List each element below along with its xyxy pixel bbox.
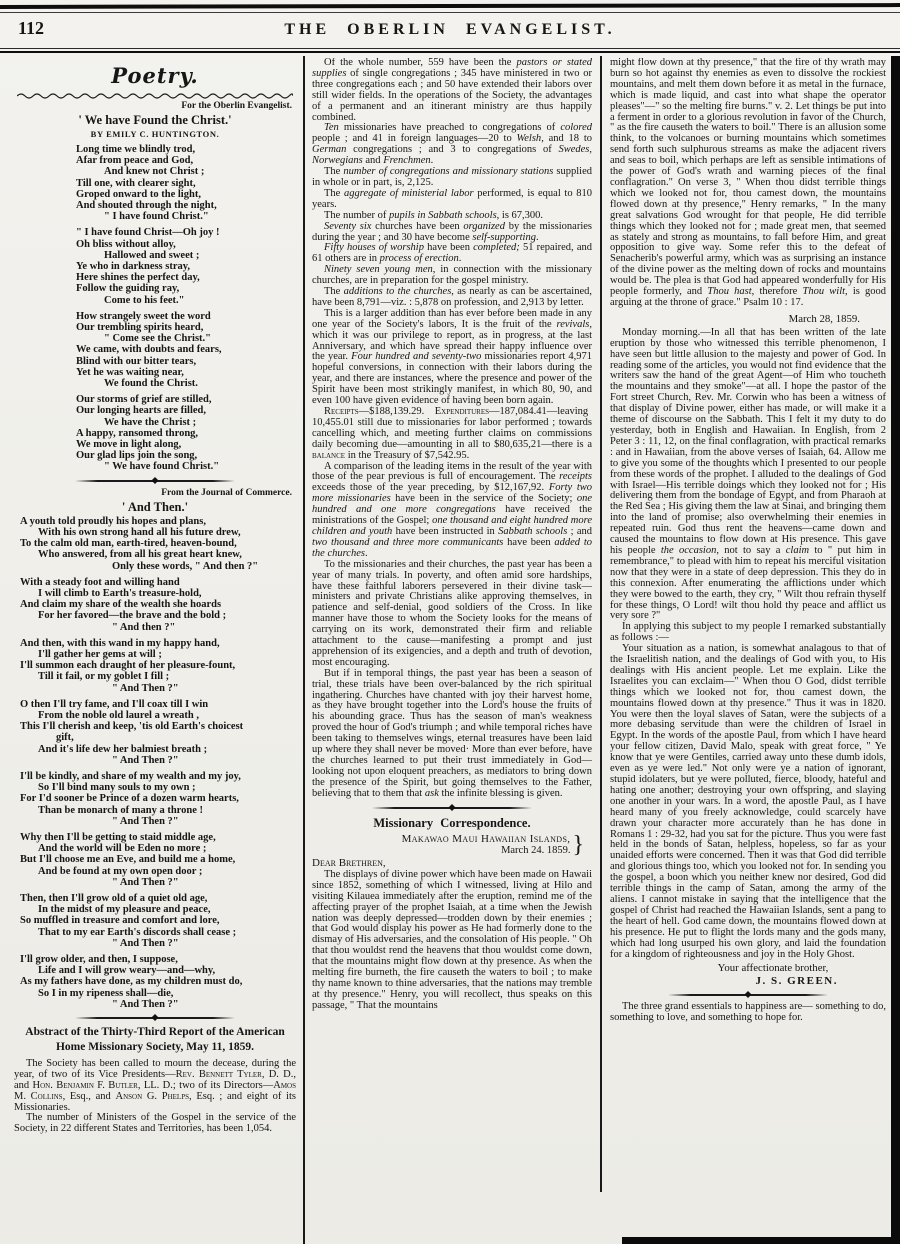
paragraph: Fifty houses of worship have been completed; 51 repaired, and 61 others are in process of erection. bbox=[312, 242, 592, 265]
poem-line: We came, with doubts and fears, bbox=[76, 344, 222, 356]
top-rule-thin bbox=[0, 12, 900, 13]
poem-line: " And Then ?" bbox=[112, 998, 179, 1010]
paragraph: Ten missionaries have preached to congregations of colored people ; and 41 in foreign languages—20 to Welsh, and 18 to German congregations ; and 3 to congregations of Swedes, Norwegians and Frenchmen. bbox=[312, 122, 592, 167]
paragraph: The Society has been called to mourn the decease, during the year, of two of its Vice Presidents—Rev. Bennett Tyler, D. D., and Hon. Benjamin F. Butler, LL. D.; two of its Directors—Amos M. Collins, Esq., and Anson G. Phelps, Esq. ; and eight of its Missionaries. bbox=[14, 1057, 296, 1113]
poem-line: We have the Christ ; bbox=[104, 416, 197, 428]
poem-line: Only these words, " And then ?" bbox=[112, 560, 259, 572]
poem-line: We found the Christ. bbox=[104, 378, 198, 390]
poem-line: Yet he was waiting near, bbox=[76, 366, 184, 378]
ornamental-divider bbox=[75, 1017, 235, 1019]
poem-line: For I'd sooner be Prince of a dozen warm hearts, bbox=[20, 793, 239, 805]
poem-line: " I have found Christ." bbox=[104, 211, 209, 223]
top-rule-thick bbox=[0, 3, 900, 9]
poem-line: A youth told proudly his hopes and plans, bbox=[20, 515, 206, 527]
poem-line: I'll be kindly, and share of my wealth and my joy, bbox=[20, 770, 241, 782]
poem-line: As my fathers have done, as my children must do, bbox=[20, 976, 243, 988]
poem-line: We move in light along, bbox=[76, 439, 182, 451]
poem-line: Oh bliss without alloy, bbox=[76, 238, 176, 250]
article-heading-ahms-report: Abstract of the Thirty-Third Report of the American Home Missionary Society, May 11, 1859. bbox=[25, 1026, 285, 1053]
masthead: THE OBERLIN EVANGELIST. bbox=[284, 21, 616, 38]
header-rule-thick bbox=[0, 51, 900, 53]
paragraph: This is a larger addition than has ever before been made in any one year of the Society's labors, It is the fruit of the revivals, which it was our privilege to report, as in progress, at the last Anniversary, and which have spread their happy influence over the year. Four hundred and seventy-two missionaries report 4,971 hopeful conversions, in connection with their labors during the year, and there are instances, where the presence and power of the Spirit have been most strikingly manifest, in which 80, 90, and even 100 have given evidence of having been born again. bbox=[312, 307, 592, 407]
ornamental-divider bbox=[372, 807, 532, 809]
column-1 bbox=[14, 58, 296, 1240]
poem-line: I'll grow older, and then, I suppose, bbox=[20, 954, 178, 965]
poem-line: gift, bbox=[56, 732, 74, 744]
poem-line: Blind with our bitter tears, bbox=[76, 355, 197, 367]
poem-line: " And Then ?" bbox=[112, 876, 179, 888]
report-paragraphs bbox=[14, 1059, 296, 1135]
poem-line: Afar from peace and God, bbox=[76, 155, 194, 167]
salutation: Dear Brethren, bbox=[312, 856, 386, 869]
paragraph: The number of Ministers of the Gospel in the service of the Society, in 22 different States and Territories, has been 1,054. bbox=[14, 1112, 296, 1135]
header-rule-thin bbox=[0, 48, 900, 49]
poem-line: O then I'll try fame, and I'll coax till I win bbox=[20, 698, 209, 710]
poem-line: And it's life dew her balmiest breath ; bbox=[38, 743, 208, 755]
poem-line: Long time we blindly trod, bbox=[76, 144, 196, 155]
section-heading-poetry: Poetry. bbox=[111, 63, 199, 88]
poem-line: And the world will be Eden no more ; bbox=[38, 843, 207, 855]
poem-line: Groped onward to the light, bbox=[76, 188, 201, 200]
scan-edge-right bbox=[891, 56, 900, 1244]
article-heading-missionary-correspondence: Missionary Correspondence. bbox=[373, 815, 531, 830]
poem-line: " And Then ?" bbox=[112, 682, 179, 694]
paragraph: The number of pupils in Sabbath schools, is 67,300. bbox=[324, 209, 544, 221]
report-continued-paragraphs bbox=[312, 58, 592, 800]
paragraph: The displays of divine power which have been made on Hawaii since 1852, something of which I witnessed, living at Hilo and visiting Kilauea immediately after the eruption, remind me of the affecting prayer of the prophet Isaiah, at a time when the Jewish nation was deeply depressed—trodden down by their enemies ; that God would display his power as He had formerly done to the dismay of His adversaries, and the consolation of His people. " Oh that thou wouldst rend the heavens that thou wouldst come down, that the mountains might flow down at thy presence. As when the melting fire burneth, the fire causeth the waters to boil ; to make thy name known to thine adversaries, that the nations may tremble at thy presence." Henry, you will recollect, thus speaks on this passage, " That the mountains bbox=[312, 868, 592, 1011]
page-number: 112 bbox=[18, 18, 45, 38]
poem-line: Our trembling spirits heard, bbox=[76, 322, 204, 334]
poem-line: But I'll choose me an Eve, and build me a home, bbox=[20, 854, 236, 866]
poem-line: From the noble old laurel a wreath , bbox=[38, 709, 199, 721]
poem-line: And shouted through the night, bbox=[76, 200, 217, 212]
paragraph: might flow down at thy presence," that the fire of thy wrath may burn so hot against thy enemies as even to dissolve the rockiest mountains, and melt them down before it as metal in the furnace, which is made liquid, and cast into what shape the operator pleases"—" so the melting fire burns." v. 2. Let things be put into a ferment in order to a glorious revolution in favor of the Church, " as the fire causeth the waters to boil." There is an allusion some think, to the volcanoes or burning mountains which sometimes send forth such sulphurous streams as make the adjacent rivers and seas to boil, which perhaps are left as sensible intimations of the power of God's wrath and warning pieces of the final conflagration." On verse 3, " When thou didst terrible things which we looked not for, thou camest down, the mountains flowed down at thy presence," Henry remarks, " In the many great salvations God wrought for that people, He did terrible things which they looked not for ; made great men, that seemed as stately and strong as mountains, to fall before Him, and great opposition to give way. Some refer this to the defeat of Senacherib's powerful army, which was as surprising an instance of the divine power as the melting down of rocks and mountains would be. The plea is that God had appeared wonderfully for His people formerly, and Thou hast, therefore Thou wilt, is good arguing at the throne of grace." Psalm 10 : 17. bbox=[610, 58, 886, 308]
poem-title-we-have-found-the-christ: ' We have Found the Christ.' bbox=[78, 113, 232, 127]
paragraph: The additions to the churches, as nearly as can be ascertained, have been 8,791—viz. : 5,878 on profession, and 2,913 by letter. bbox=[312, 286, 592, 308]
letter-closing: Your affectionate brother, bbox=[717, 962, 829, 975]
paragraph: Of the whole number, 559 have been the pastors or stated supplies of single congregations ; 345 have ministered in two or three congregations each ; and 50 have extended their labors over still wider fields. In the operations of the Society, the advantages of a permanent and an itinerant ministry are thus happily combined. bbox=[312, 58, 592, 123]
poem-line: And knew not Christ ; bbox=[104, 166, 205, 178]
column-rule-1 bbox=[303, 56, 305, 1244]
poem-title-and-then: ' And Then.' bbox=[121, 499, 189, 514]
wavy-rule bbox=[17, 91, 293, 99]
entry-date: March 28, 1859. bbox=[788, 312, 860, 325]
poem-line: With a steady foot and willing hand bbox=[20, 576, 180, 588]
poem-line: Who answered, from all his great heart knew, bbox=[38, 549, 242, 561]
poem-line: I'll summon each draught of her pleasure-fount, bbox=[20, 660, 236, 672]
poem-line: Come to his feet." bbox=[104, 294, 185, 306]
poem-line: To the calm old man, earth-tired, heaven-bound, bbox=[20, 538, 237, 550]
credit-line: For the Oberlin Evangelist. bbox=[181, 101, 292, 111]
poem-line: I will climb to Earth's treasure-hold, bbox=[38, 587, 202, 599]
poem-line: " I have found Christ—Oh joy ! bbox=[76, 227, 220, 239]
poem-line: For her favored—the brave and the bold ; bbox=[38, 610, 227, 622]
poem-line: And then, with this wand in my happy hand, bbox=[20, 637, 220, 649]
credit-line: From the Journal of Commerce. bbox=[161, 487, 292, 498]
poem-line: And claim my share of the wealth she hoards bbox=[20, 599, 222, 611]
paragraph: The number of congregations and missionary stations supplied in whole or in part, is, 2,125. bbox=[312, 166, 592, 188]
ornamental-divider bbox=[75, 480, 235, 482]
poem-line: Follow the guiding ray, bbox=[76, 283, 180, 295]
poem-line: How strangely sweet the word bbox=[76, 310, 211, 322]
column-3 bbox=[610, 58, 886, 1240]
poem-line: A happy, ransomed throng, bbox=[76, 427, 199, 439]
poem-line: Then, then I'll grow old of a quiet old age, bbox=[20, 892, 208, 904]
poem-line: Than be monarch of many a throne ! bbox=[38, 804, 204, 816]
poem-line: In the midst of my pleasure and peace, bbox=[38, 904, 211, 916]
letter-paragraphs bbox=[312, 870, 592, 1012]
poem-line: " We have found Christ." bbox=[104, 461, 220, 473]
filler-paragraphs bbox=[610, 1002, 886, 1024]
poem-line: " Come see the Christ." bbox=[104, 333, 212, 345]
poem-line: Here shines the perfect day, bbox=[76, 272, 200, 284]
dateline-place: Makawao Maui Hawaiian Islands, bbox=[401, 832, 571, 845]
paragraph: A comparison of the leading items in the result of the year with those of the pear previous is full of encouragement. The receipts exceeds those of the year preceding, by $12,167,92. Forty two more missionaries have been in the service of the Society; one hundred and one more congregations have received the ministrations of the Gospel; one thousand and eight hundred more children and youth have been instructed in Sabbath schools ; and two thousand and three more communicants have been added to the churches. bbox=[312, 460, 592, 559]
poem-line: " And Then ?" bbox=[112, 815, 179, 827]
letter-continued-paragraphs bbox=[610, 58, 886, 309]
poem-line: So I'll bind many souls to my own ; bbox=[38, 782, 196, 794]
poem-line: Our storms of grief are stilled, bbox=[76, 394, 212, 406]
poem-line: Our longing hearts are filled, bbox=[76, 405, 206, 417]
poem-line: Our glad lips join the song, bbox=[76, 450, 198, 462]
dateline-date: March 24. 1859. bbox=[501, 844, 571, 856]
dateline bbox=[312, 831, 584, 858]
paragraph: The three grand essentials to happiness are— something to do, something to love, and something to hope for. bbox=[610, 1001, 886, 1024]
poem-line: With his own strong hand all his future drew, bbox=[38, 526, 241, 538]
paragraph: In applying this subject to my people I remarked substantially as follows :— bbox=[610, 621, 886, 644]
poem-line: I'll gather her gems at will ; bbox=[38, 648, 162, 660]
paragraph: The aggregate of ministerial labor performed, is equal to 810 years. bbox=[312, 187, 592, 210]
paragraph: Monday morning.—In all that has been written of the late eruption by those who witnessed this terrible phenomenon, I have seen but little allusion to the majesty and power of God. In reading some of the articles, you would not find evidence that the writers saw the hand of the great Agent—of Him who toucheth the mountains and they smoke"—at all. I hope the pastor of the Fort street Church, Rev. Mr. Corwin who has been a witness of that display of Divine power, either has made, or will make it a theme of discourse on the Sabbath. This I felt it my duty to do yesterday, both in English and Hawaiian. In English, from 2 Peter 3 : 11, 12, on the final conflagration, with practical remarks : and in Hawaiian, from the above verses of Isaiah, 64. Allow me to give you some of the thoughts which I presented to our people from these words of the prophet. I alluded to the dealings of God with Israel—His terrible doings which they looked not for ; His delivering them from the bondage of Egypt, and from Pharaoh at the Red Sea ; His giving them the law at Sinai, and bringing them into the land of promise; also overwhelming their enemies in repeated ruin. God thus rent the heavens—came down and caused the mountains to flow down at His presence. This gave his people the occasion, not to say a claim to " put him in remembrance," to plead with him to repeat his merciful visitation now that they were in a state of deep depression. This they do in this connexion. After enumerating the afflictions under which they were bowed to the earth, they cry, " Wilt thou refrain thyself for these things, O Lord! wilt thou hold thy peace and afflict us very sore ?" bbox=[610, 326, 886, 622]
poem-line: " And Then ?" bbox=[112, 937, 179, 949]
poem-line: So muffled in treasure and comfort and lore, bbox=[20, 915, 220, 927]
column-rule-2 bbox=[600, 56, 602, 1192]
paragraph: Receipts—$188,139.29. Expenditures—187,084.41—leaving 10,455.01 still due to missionaries for labor performed ; towards cancelling which, and meeting further claims on commissions daily becoming due—amounting in all to $80,635,21—there is a balance in the Treasury of $7,542.95. bbox=[312, 406, 592, 461]
poem-line: Till it fail, or my goblet I fill ; bbox=[38, 671, 170, 683]
poem-byline: BY EMILY C. HUNTINGTON. bbox=[90, 129, 220, 139]
paragraph: But if in temporal things, the past year has been a season of trial, these trials have been over-balanced by the rich spiritual ingathering. Churches have chanted with joy their harvest home, as they have brought together into the Lord's house the fruits of his abounding grace. Thus has the season of man's weakness proved the hour of God's triumph ; and while temporal riches have been taking to themselves wings, eternal treasures have been laid up where they shall never be moved· More than ever before, have the churches learned to put their trust immediately in God—looking not upon eloquent preachers, as mediators to bring down the presence of the Spirit, but going themselves to the Father, believing that to them that ask the infinite blessing is given. bbox=[312, 667, 592, 799]
ornamental-divider bbox=[668, 994, 828, 996]
poem-line: That to my ear Earth's discords shall cease ; bbox=[38, 926, 237, 938]
poem-we-have-found-the-christ bbox=[14, 144, 296, 473]
paragraph: Seventy six churches have been organized by the missionaries during the year ; and 30 have become self-supporting. bbox=[312, 220, 592, 243]
poem-line: So I in my ripeness shall—die, bbox=[38, 987, 174, 999]
poem-line: Why then I'll be getting to staid middle age, bbox=[20, 831, 216, 843]
paragraph: To the missionaries and their churches, the past year has been a year of many trials. In poverty, and often amid sore hardships, have these faithful laborers persevered in their divine task—ministers and private Christians alike approving themselves, in patience and self-denial, good soldiers of the Cross. In like manner have those to whom the Society looks for the means of carrying on its work, demonstrated their firm and reliable attachment to the cause—manifesting a prompt and just apprehension of its exigencies, and a depth and truth of devotion, most encouraging. bbox=[312, 558, 592, 668]
poem-line: Ye who in darkness stray, bbox=[76, 261, 191, 273]
letter-entry-paragraphs bbox=[610, 328, 886, 961]
dateline-brace: } bbox=[572, 831, 584, 858]
poem-line: This I'll cherish and keep, 'tis old Earth's choicest bbox=[20, 721, 244, 733]
poem-line: And be found at my own open door ; bbox=[38, 865, 203, 877]
paragraph: Ninety seven young men, in connection with the missionary churches, are in preparation for the gospel ministry. bbox=[312, 264, 592, 287]
poem-line: " And Then ?" bbox=[112, 754, 179, 766]
poem-and-then bbox=[14, 516, 296, 1010]
column-2 bbox=[312, 58, 592, 1240]
paragraph: Your situation as a nation, is somewhat analagous to that of the Israelitish nation, and the dealings of God with you, to His dealings with His ancient people. Let me explain. Like the Israelites you can exclaim—" When thou O God, didst terrible things which we looked not for, thou camest down, the mountains flowed down at thy presence." Thus it was in 1820. You were then the loyal slaves of Satan, were the subjects of a more debasing servitude than were the children of Israel in Egypt. In the words of the apostle Paul, from which I have heard your fellow citizen, David Malo, speak with great force, " Ye know that ye were Gentiles, carried away unto these dumb idols, even as ye were led." Not only were ye a nation of ignorant, stupid idolaters, but ye were polluted, fierce, bloody, hateful and hating one another; destroying your own offspring, and slaying one another in your wars. In a word, the apostle Paul, as I have heard many of you freely acknowledge, could scarcely have drawn your character more accurately than he has done in Romans 1 : 29-32, had you sat for the picture. Thus you were fast held in the bonds of Satan, helpless, hopeless, so far as your unaided efforts were concerned. Then it was that God did terrible and glorious things too, which you looked not for. In sending you the gospel, a boon which you neither knew nor desired, God did terrible things in the camp of Satan, among the army of the aliens. I cannot mistake in saying that the intelligence that the gospel of Christ had reached the Hawaiian Islands, sent a pang to the heart of hell. God came down, the mountains flowed down at his presence. He put to flight the lords many and the gods many, which had long usurped his own glory, and laid the foundation for a kingdom of righteousness and joy in the Holy Ghost. bbox=[610, 643, 886, 960]
poem-line: " And then ?" bbox=[112, 621, 176, 633]
poem-line: Life and I will grow weary—and—why, bbox=[38, 965, 216, 977]
letter-signature: J. S. GREEN. bbox=[755, 975, 838, 988]
poem-line: Till one, with clearer sight, bbox=[76, 177, 196, 189]
poem-line: Hallowed and sweet ; bbox=[104, 249, 200, 261]
